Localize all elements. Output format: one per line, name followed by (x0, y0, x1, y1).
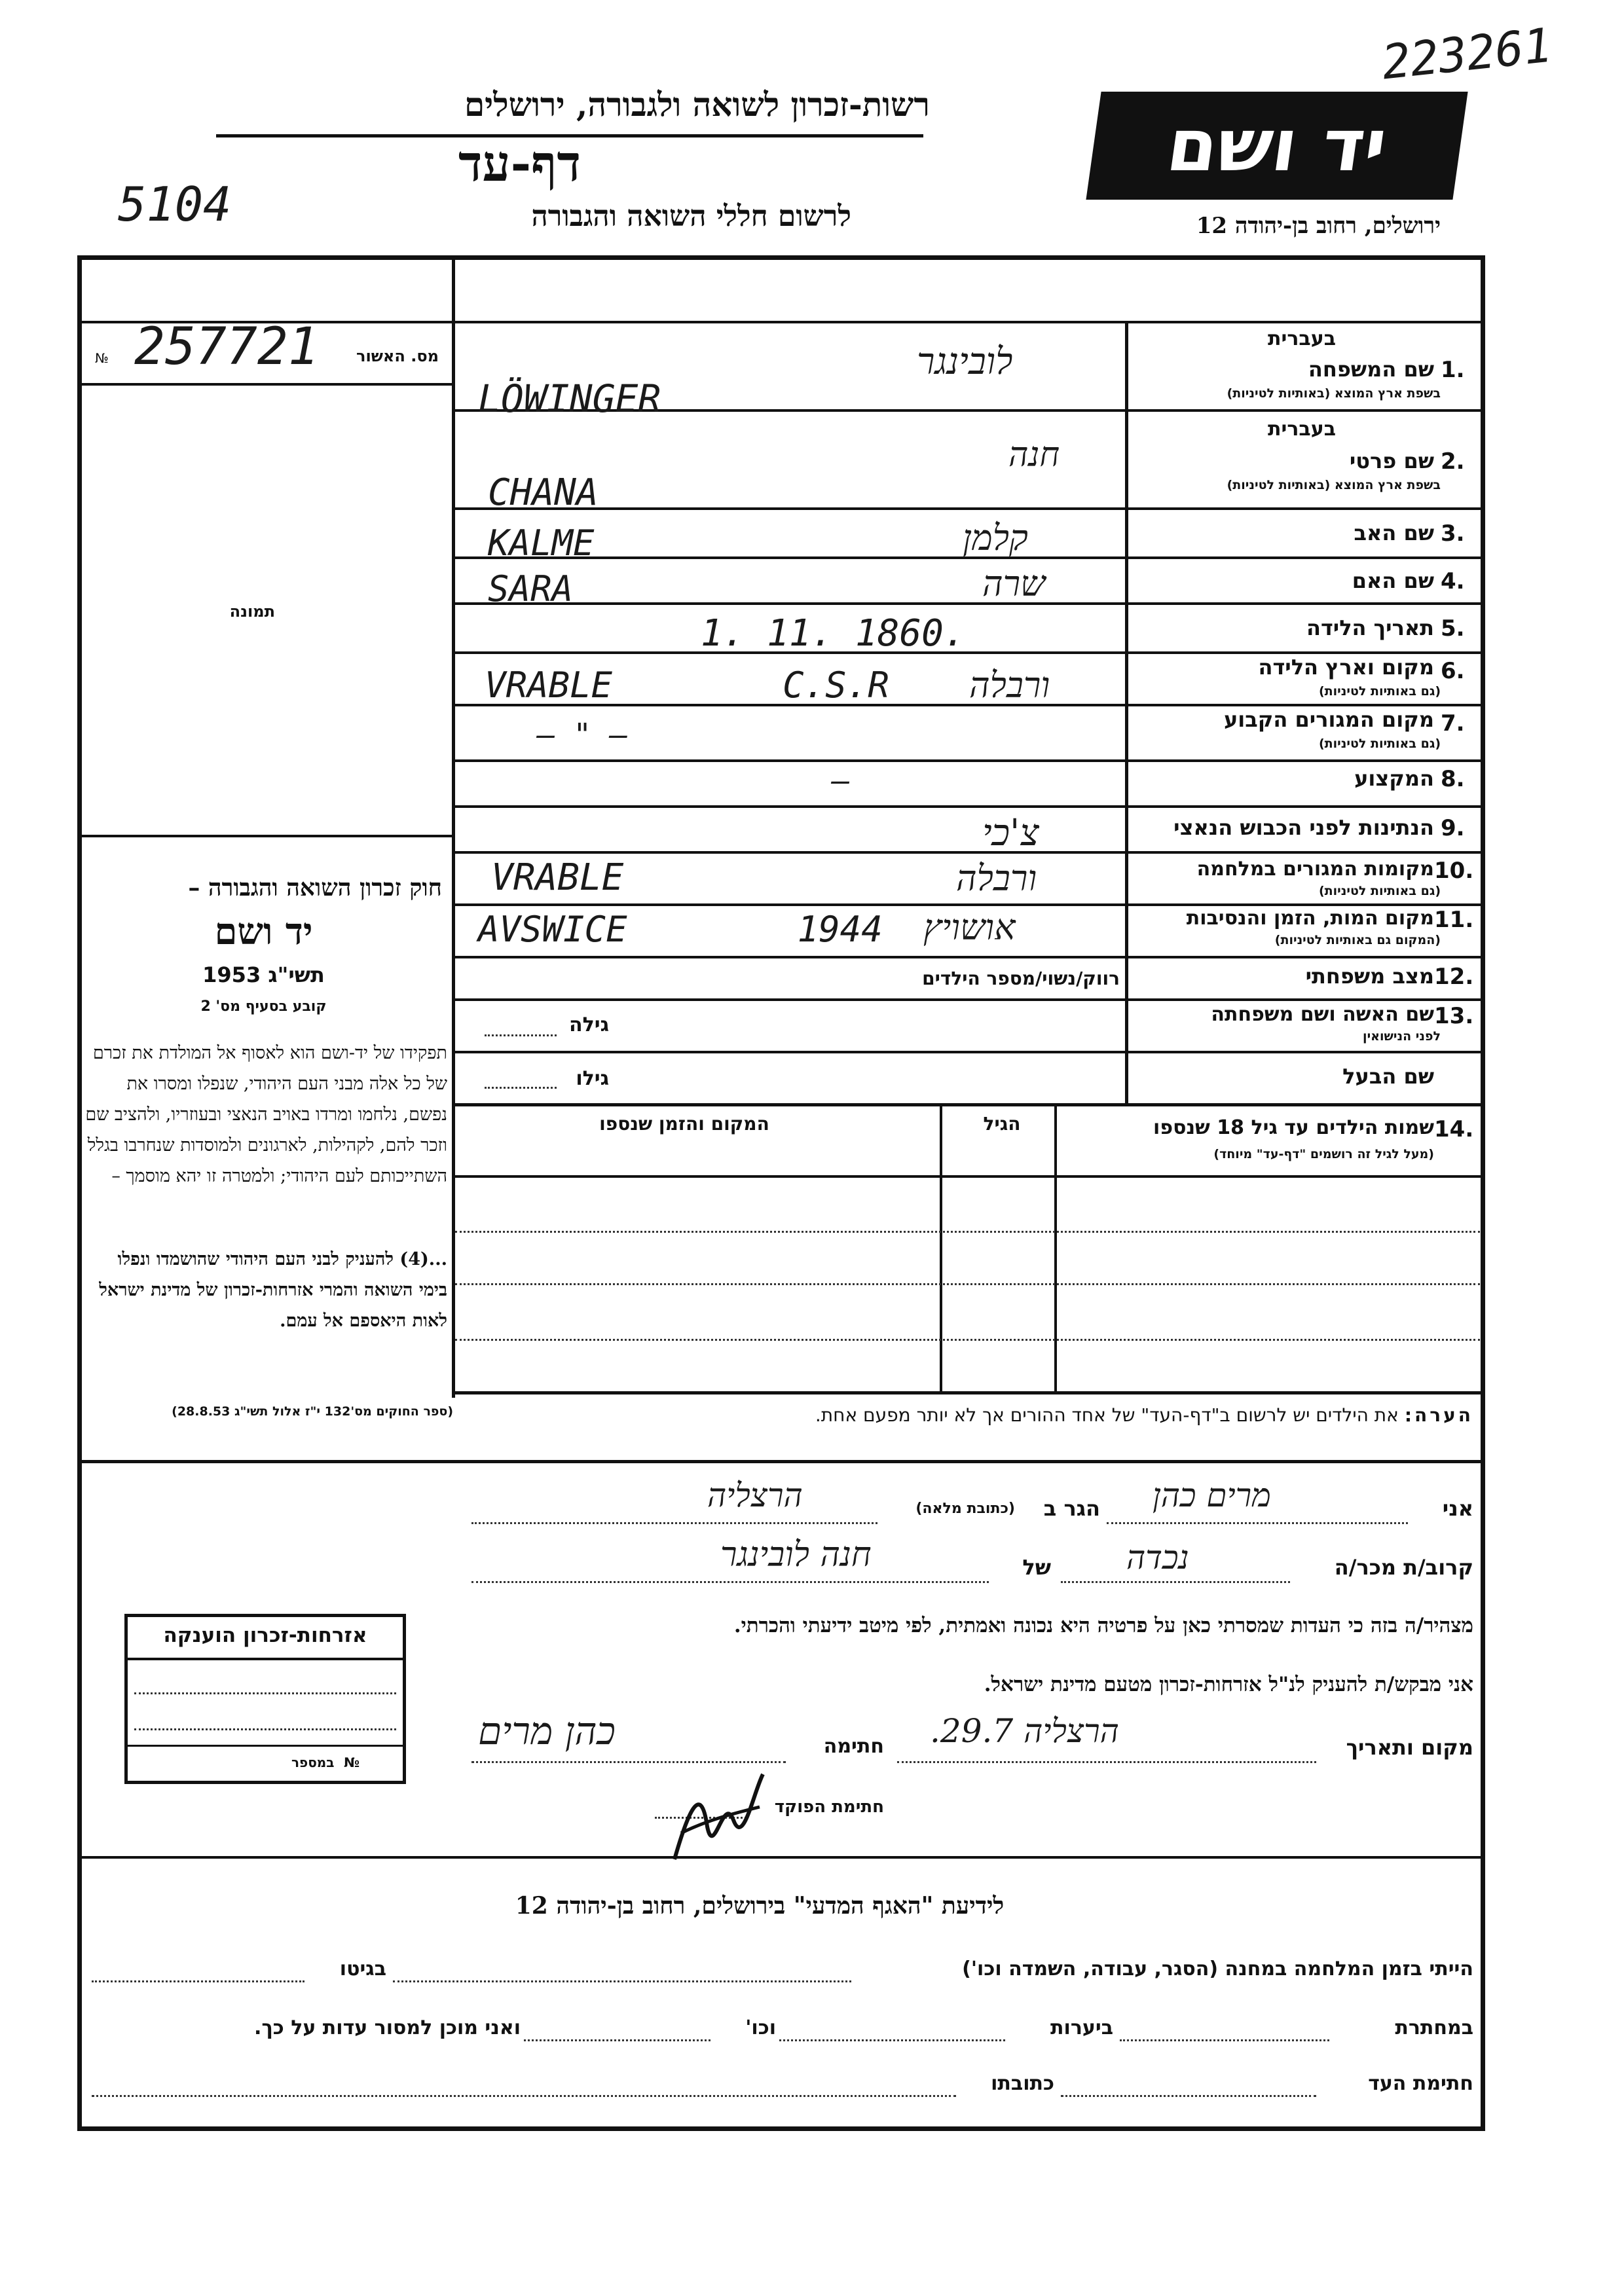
children-num: 14. (1434, 1116, 1474, 1142)
field-10-label: מקומות המגורים במלחמה (1196, 858, 1434, 881)
decl-place-label: מקום ותאריך (1346, 1735, 1473, 1760)
field-9-value: צ'כי (982, 812, 1039, 854)
footer-2-d: ואני מוכן למסור עדות על כך. (254, 2016, 521, 2039)
footer-2-b: ביערות (1050, 2016, 1113, 2039)
footer-1-a: הייתי בזמן המלחמה במחנה (הסגר, עבודה, השמדה וכו') (962, 1958, 1473, 1980)
field-6-value-he: ורבלה (969, 665, 1050, 706)
decl-3: מצהיר/ה בזה כי העדות שמסרתי כאן על פרטיה היא נכונה ואמתית, לפי מיטב ידיעתי והכרתי. (733, 1614, 1473, 1637)
photo-label: תמונה (229, 602, 275, 621)
field-2-sub: בשפת ארץ המוצא (באותיות לטיניות) (1227, 478, 1441, 492)
decl-1-a: אני (1442, 1496, 1473, 1521)
field-6-num: 6. (1441, 658, 1465, 684)
decl-sign-value: כהן מרים (478, 1709, 616, 1753)
field-7-sub: (גם באותיות לטיניות) (1318, 737, 1441, 751)
field-7-num: 7. (1441, 710, 1465, 737)
field-3-value-lat: KALME (488, 522, 595, 564)
husband-age-dots (485, 1087, 557, 1089)
law-text-2: ...(4) להעניק לבני העם היהודי שהושמדו ונפלו בימי השואה והמרי אזרחות-זכרון של מדינת ישראל לאות היאספם אל עמם. (99, 1249, 447, 1331)
note (458, 1404, 1473, 1426)
decl-1-b: הגר ב (1043, 1496, 1100, 1521)
field-10-sub: (גם באותיות לטיניות) (1318, 884, 1441, 898)
decl-2-b: של (1022, 1555, 1051, 1580)
field-2-value-he: חנה (1008, 435, 1060, 475)
stamp-number-label: במספר (291, 1755, 335, 1770)
field-3-label: שם האב (1354, 520, 1434, 545)
citizenship-stamp-box (124, 1614, 406, 1784)
stamp-title: אזרחות-זכרון הוענקה (163, 1624, 367, 1647)
field-10-rule (452, 903, 1485, 906)
footer-2-dots-c (524, 2039, 710, 2041)
decl-4: אני מבקש/ת להעניק לנ"ל אזרחות-זכרון מטעם מדינת ישראל. (984, 1673, 1473, 1696)
decl-1-addr: הרצליה (707, 1476, 803, 1514)
field-10-num: 10. (1434, 858, 1474, 884)
decl-officer-label: חתימת הפוקד (774, 1797, 884, 1817)
yad-vashem-logo (1086, 92, 1467, 200)
field-1-sub: בשפת ארץ המוצא (באותיות לטיניות) (1227, 386, 1441, 401)
footer-3-dots-b (92, 2095, 956, 2097)
field-4-num: 4. (1441, 568, 1465, 594)
footer-2-dots-a (1120, 2039, 1329, 2041)
footer-3-dots-a (1061, 2095, 1316, 2097)
corner-number: 223261 (1379, 17, 1555, 90)
field-2-value-lat: CHANA (488, 471, 599, 514)
children-row-1 (455, 1231, 1480, 1233)
field-12-num: 12. (1434, 964, 1474, 990)
field-1-top: בעברית (1268, 327, 1336, 350)
left-col-divider (452, 255, 455, 1398)
field-4-value-lat: SARA (488, 568, 574, 610)
photo-rule (77, 835, 454, 837)
law-title: חוק זכרון השואה והגבורה – (188, 874, 442, 902)
field-9-num: 9. (1441, 815, 1465, 841)
footer-1-b: בגיטו (339, 1958, 386, 1980)
form-subtitle: לרשום חללי השואה והגבורה (531, 200, 851, 233)
field-5-label: תאריך הלידה (1306, 615, 1434, 640)
label-col-divider (1125, 321, 1128, 1103)
decl-2-rel-dots (1061, 1581, 1290, 1583)
decl-1-name: מרים כהן (1153, 1476, 1271, 1514)
footer-3-b: כתובתו (991, 2072, 1054, 2095)
field-11-label: מקום המות, הזמן והנסיבות (1186, 907, 1434, 930)
field-12-value: רווק/נשוי/מספר הילדים (922, 968, 1120, 989)
decl-2-name-dots (471, 1581, 989, 1583)
decl-2-rel: נכדה (1126, 1539, 1189, 1576)
wife-age-dots (485, 1034, 557, 1036)
children-bottom-rule (452, 1391, 1485, 1394)
field-2-num: 2. (1441, 448, 1465, 475)
field-3-value-he: קלמן (963, 517, 1028, 558)
field-4-value-he: שרה (982, 563, 1046, 604)
footer-2-dots-b (779, 2039, 1005, 2041)
decl-1-name-dots (1107, 1522, 1408, 1524)
stamp-line-1 (134, 1692, 396, 1694)
children-label: שמות הילדים עד גיל 18 שנספו (1153, 1116, 1434, 1139)
authority-name: רשות-זכרון לשואה ולגבורה, ירושלים (464, 85, 930, 124)
field-13-sub: לפני הנישואין (1363, 1029, 1441, 1044)
permit-rule (77, 383, 454, 386)
officer-signature-scribble (661, 1755, 773, 1872)
field-2-rule (452, 507, 1485, 510)
decl-1-c: (כתובת מלאה) (915, 1501, 1015, 1517)
field-5-rule (452, 651, 1485, 654)
field-1-value-lat: LÖWINGER (478, 376, 661, 421)
field-13-num: 13. (1434, 1003, 1474, 1029)
decl-2-a: קרוב/ת מכר/ה (1334, 1555, 1473, 1580)
children-name-divider (1054, 1103, 1057, 1391)
children-sub: (מעל לגיל זה רושמים "דף-עד" מיוחד) (1213, 1147, 1434, 1161)
footer-rule (77, 1856, 1485, 1859)
note-rule (77, 1460, 1485, 1463)
field-8-value: — (832, 763, 850, 798)
children-col-age: הגיל (983, 1113, 1021, 1135)
decl-sign-label: חתימה (823, 1735, 884, 1758)
permit-value: 257721 (134, 318, 319, 376)
law-name: יד ושם (214, 910, 313, 953)
decl-1-addr-dots (471, 1522, 877, 1524)
field-5-value: 1. 11. 1860. (701, 612, 966, 655)
field-13-rule (452, 1051, 1485, 1053)
field-4-label: שם האם (1352, 568, 1434, 593)
field-11-value-he: אושויץ (923, 907, 1016, 948)
decl-place-dots (897, 1761, 1316, 1763)
note-text: את הילדים יש לרשום ב"דף-העד" של אחד ההורים אך לא יותר מפעם אחת. (815, 1404, 1399, 1426)
footer-2-a: במחתרת (1395, 2016, 1473, 2039)
children-age-divider (940, 1103, 942, 1391)
field-1-value-he: לובינגר (917, 340, 1013, 383)
field-6-sub: (גם באותיות לטיניות) (1318, 684, 1441, 699)
field-7-value: – " – (537, 717, 628, 752)
field-7-rule (452, 759, 1485, 762)
husband-age-label: גילו (576, 1067, 609, 1090)
field-6-label: מקום וארץ הלידה (1258, 655, 1434, 680)
field-6-value-lat: VRABLE C.S.R (485, 665, 889, 706)
field-11-value-lat: AVSWICE 1944 (478, 909, 883, 950)
field-5-num: 5. (1441, 615, 1465, 642)
field-9-rule (452, 851, 1485, 854)
field-7-label: מקום המגורים הקבוע (1223, 707, 1434, 732)
field-4-rule (452, 602, 1485, 605)
note-label: הערה: (1404, 1404, 1473, 1426)
field-1-label: שם המשפחה (1308, 357, 1434, 382)
permit-label: מס. האשור (356, 347, 439, 365)
logo-text: יד ושם (1162, 103, 1392, 187)
field-8-label: המקצוע (1354, 766, 1434, 791)
field-11-num: 11. (1434, 907, 1474, 933)
children-row-2 (455, 1283, 1480, 1285)
footer-title: לידיעת "האגף המדעי" בירושלים, רחוב בן-יהודה 12 (515, 1892, 1005, 1920)
field-8-num: 8. (1441, 766, 1465, 792)
field-12-rule (452, 998, 1485, 1001)
field-3-num: 3. (1441, 520, 1465, 547)
footer-1-dots-b (92, 1980, 304, 1982)
footer-2-c: וכו' (745, 2016, 776, 2039)
footer-1-dots-a (393, 1980, 851, 1982)
children-row-3 (455, 1339, 1480, 1341)
decl-2-name: חנה לובינגר (720, 1535, 872, 1575)
law-text-1: תפקידו של יד-ושם הוא לאסוף אל המולדת את זכרם של כל אלה מבני העם היהודי, שנפלו ומסרו את נפשם, נלחמו ומרדו באויב הנאצי ובעוזריו, ולהציב שם וזכר להם, לקהילות, לארגונים ולמוסדות שנחרבו בגלל השתייכותם לעם היהודי; ולמטרה זו יהא מוסמך – (85, 1043, 447, 1186)
field-11-sub: (המקום גם באותיות לטיניות) (1274, 933, 1441, 947)
form-title: דף-עד (458, 134, 581, 192)
law-year: תשי"ג 1953 (202, 962, 325, 987)
field-8-rule (452, 805, 1485, 808)
field-1-num: 1. (1441, 357, 1465, 383)
husband-label: שם הבעל (1342, 1064, 1434, 1089)
field-2-top: בעברית (1268, 418, 1336, 441)
field-9-label: הנתינות לפני הכבוש הנאצי (1173, 815, 1434, 840)
stamp-number-mark: № (344, 1755, 360, 1770)
children-col-place: המקום והזמן שנספו (599, 1113, 769, 1135)
children-head-rule (452, 1175, 1485, 1178)
field-12-label: מצב משפחתי (1305, 964, 1434, 989)
field-13-label: שם האשה ושם משפחתה (1211, 1003, 1434, 1026)
law-clause: קובע בסעיף מס' 2 (200, 998, 327, 1015)
husband-rule (452, 1103, 1485, 1106)
permit-no-mark: № (95, 350, 109, 366)
footer-3-a: חתימת העד (1368, 2072, 1473, 2095)
decl-place-value: הרצליה 29.7. (930, 1712, 1119, 1750)
stamp-line-2 (134, 1728, 396, 1730)
law-source: (ספר החוקים מס'132 י"ז אלול תשי"ג 28.8.53) (172, 1404, 453, 1419)
field-2-label: שם פרטי (1349, 448, 1434, 473)
field-10-value-lat: VRABLE (491, 856, 624, 899)
field-11-rule (452, 956, 1485, 958)
margin-number: 5104 (118, 177, 232, 232)
wife-age-label: גילה (569, 1013, 609, 1036)
field-10-value-he: ורבלה (956, 858, 1037, 899)
address: ירושלים, רחוב בן-יהודה 12 (1196, 213, 1441, 239)
